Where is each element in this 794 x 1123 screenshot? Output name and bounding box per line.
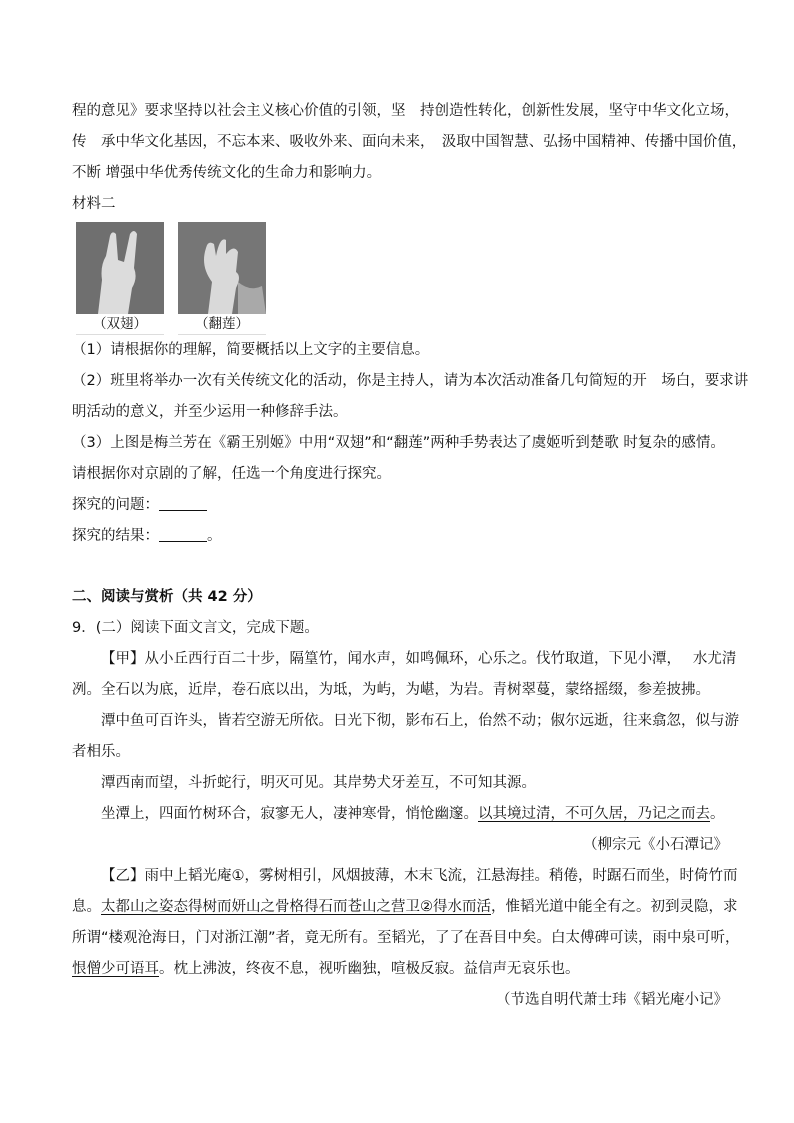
question-3-line2: 请根据你对京剧的了解，任选一个角度进行探究。: [72, 466, 391, 482]
passage-jia-p2-line2: 者相乐。: [72, 744, 130, 760]
inquiry-result-label: 探究的结果：: [72, 528, 159, 544]
passage-yi-source: （节选自明代萧士玮《韬光庵小记》: [496, 992, 728, 1008]
passage-yi-line4-underlined: 恨僧少可语耳: [72, 961, 159, 977]
question-3-line1: （3）上图是梅兰芳在《霸王别姬》中用“双翅”和“翻莲”两种手势表达了虞姬听到楚歌 时复杂的感情。: [72, 435, 725, 451]
inquiry-result-row: [72, 521, 728, 552]
figure-fanlian: [178, 222, 266, 335]
hand-gesture-photo-shuangchi: [76, 222, 164, 314]
passage-jia-p4-end: 。: [710, 806, 725, 822]
passage-jia-p3: 潭西南而望，斗折蛇行，明灭可见。其岸势犬牙差互，不可知其源。: [101, 775, 536, 791]
passage-yi-line2-underlined: 太都山之姿态得树而妍山之骨格得石而苍山之营卫②得水而活: [101, 899, 491, 915]
question-1: （1）请根据你的理解，简要概括以上文字的主要信息。: [72, 342, 430, 358]
figure-shuangchi: [76, 222, 164, 335]
passage-yi-line1: 【乙】雨中上韬光庵①，雾树相引，风烟披薄，木末飞流，江悬海挂。稍倦，时踞石而坐，时倚竹而: [101, 868, 738, 884]
passage-yi-line2-start: 息。: [72, 899, 101, 915]
passage-yi-line4-text: 。枕上沸波，终夜不息，视听幽独，喧极反寂。益信声无哀乐也。: [159, 961, 580, 977]
passage-jia-p4-text: 坐潭上，四面竹树环合，寂寥无人，凄神寒骨，悄怆幽邃。: [101, 806, 478, 822]
inquiry-question-label: 探究的问题：: [72, 497, 159, 513]
material2-heading: 材料二: [72, 196, 116, 212]
question-9: 9．(二）阅读下面文言文，完成下题。: [72, 620, 319, 636]
material1-line2: 传 承中华文化基因，不忘本来、吸收外来、面向未来， 汲取中国智慧、弘扬中国精神、传播中国价值，: [72, 134, 747, 150]
passage-yi-line2-end: ，惟韬光道中能全有之。初到灵隐，求: [491, 899, 738, 915]
hand-gesture-photo-fanlian: [178, 222, 266, 314]
passage-yi-line3: 所谓“楼观沧海日，门对浙江潮”者，竟无所有。至韬光，了了在吾目中矣。白太傅碑可读，雨中泉可听，: [72, 930, 740, 946]
passage-jia-p2-line1: 潭中鱼可百许头，皆若空游无所依。日光下彻，影布石上，佁然不动；俶尔远逝，往来翕忽，似与游: [101, 713, 739, 729]
passage-jia-p1-line1: 【甲】从小丘西行百二十步，隔篁竹，闻水声，如鸣佩环，心乐之。伐竹取道，下见小潭， 水尤清: [101, 651, 737, 667]
figure-caption-shuangchi: （双翅）: [76, 314, 164, 335]
hand-gesture-figures: [76, 222, 728, 335]
inquiry-result-end: 。: [207, 528, 222, 544]
passage-yi-line4: [72, 954, 728, 985]
inquiry-question-blank[interactable]: [159, 496, 207, 511]
inquiry-result-blank[interactable]: [159, 527, 207, 542]
question-2-line1: （2）班里将举办一次有关传统文化的活动，你是主持人，请为本次活动准备几句简短的开 场白，要求讲: [72, 373, 749, 389]
material1-line3: 不断 增强中华优秀传统文化的生命力和影响力。: [72, 165, 382, 181]
page-content: [72, 96, 749, 1016]
inquiry-question-row: [72, 490, 728, 521]
figure-caption-fanlian: （翻莲）: [178, 314, 266, 335]
section-2-heading: 二、阅读与赏析（共 42 分）: [72, 589, 262, 605]
section-spacer: [72, 552, 728, 582]
question-2-line2: 明活动的意义，并至少运用一种修辞手法。: [72, 404, 348, 420]
passage-jia-p1-line2: 冽。全石以为底，近岸，卷石底以出，为坻，为屿，为嵁，为岩。青树翠蔓，蒙络摇缀，参差披拂。: [72, 682, 710, 698]
passage-yi-line2: [72, 892, 738, 923]
material1-line1: 程的意见》要求坚持以社会主义核心价值的引领，坚 持创造性转化，创新性发展，坚守中华文化立场，: [72, 103, 739, 119]
passage-jia-p4-underlined: 以其境过清，不可久居，乃记之而去: [478, 806, 710, 822]
passage-jia-source: （柳宗元《小石潭记》: [583, 837, 728, 853]
passage-jia-p4: [72, 799, 728, 830]
